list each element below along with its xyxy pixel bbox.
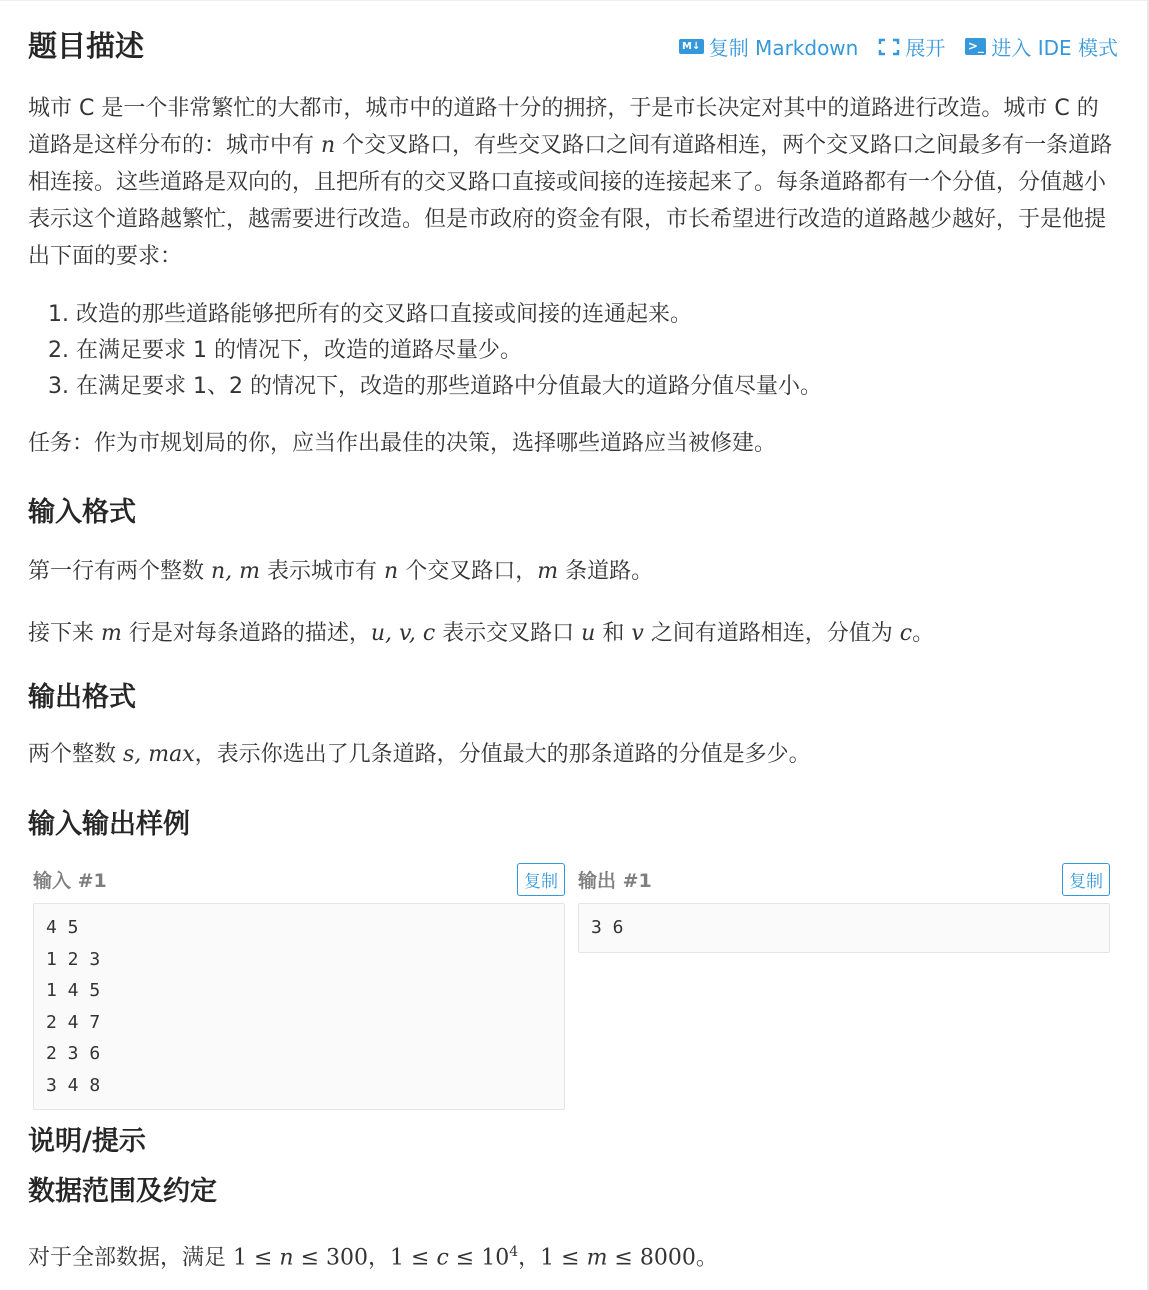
input-format-line1: 第一行有两个整数 n, m 表示城市有 n 个交叉路口，m 条道路。: [28, 559, 654, 584]
terminal-icon: >_: [965, 38, 986, 55]
list-item: 2. 在满足要求 1 的情况下，改造的道路尽量少。: [76, 333, 1118, 369]
sample-output: [578, 861, 1110, 1110]
ide-mode-label: 进入 IDE 模式: [991, 36, 1118, 60]
samples-heading: 输入输出样例: [28, 809, 190, 840]
input-format-heading: 输入格式: [28, 497, 136, 528]
copy-markdown-label: 复制 Markdown: [708, 36, 859, 60]
sample-output-code: 3 6: [578, 903, 1110, 953]
expand-label: 展开: [905, 36, 946, 60]
expand-button[interactable]: [878, 32, 945, 61]
description-heading: 题目描述: [28, 29, 145, 63]
copy-markdown-button[interactable]: [679, 32, 859, 61]
task-paragraph: 任务：作为市规划局的你，应当作出最佳的决策，选择哪些道路应当被修建。: [28, 431, 777, 456]
markdown-icon: M↓: [679, 39, 704, 54]
list-item: 1. 改造的那些道路能够把所有的交叉路口直接或间接的连通起来。: [76, 297, 1118, 333]
list-item: 3. 在满足要求 1、2 的情况下，改造的那些道路中分值最大的道路分值尽量小。: [76, 369, 1118, 405]
requirements-list: [28, 297, 1118, 405]
hint-heading: 说明/提示: [28, 1126, 146, 1157]
constraints-line: 对于全部数据，满足 1 ≤ n ≤ 300，$1 \le c \le 10^4$，1 ≤ m ≤ 8000。: [28, 1244, 718, 1271]
description-paragraph: 城市 C 是一个非常繁忙的大都市，城市中的道路十分的拥挤，于是市长决定对其中的道路进行改造。城市 C 的道路是这样分布的：城市中有 n 个交叉路口，有些交叉路口之间有道路相连，两个交叉路口之间最多有一条道路相连接。这些道路是双向的，且把所有的交叉路口直接或间接的连接起来了。每条道路都有一个分值，分值越小表示这个道路越繁忙，越需要进行改造。但是市政府的资金有限，市长希望进行改造的道路越少越好，于是他提出下面的要求：: [28, 96, 1113, 269]
sample-input-code: 4 5 1 2 3 1 4 5 2 4 7 2 3 6 3 4 8: [33, 903, 565, 1110]
sample-input: [33, 861, 565, 1110]
data-range-heading: 数据范围及约定: [28, 1176, 217, 1207]
problem-content: [28, 20, 1118, 1276]
ide-mode-button[interactable]: [965, 32, 1118, 61]
toolbar: [679, 32, 1118, 61]
output-format-heading: 输出格式: [28, 682, 136, 713]
sample-input-header: [33, 861, 565, 897]
samples-block: [33, 861, 1118, 1110]
sample-output-header: [578, 861, 1110, 897]
sample-output-label: 输出 #1: [578, 869, 652, 892]
copy-input-button[interactable]: 复制: [517, 863, 565, 896]
header-row: [28, 20, 1118, 72]
sample-input-label: 输入 #1: [33, 869, 107, 892]
page-top-border: [0, 0, 1149, 1]
copy-output-button[interactable]: 复制: [1062, 863, 1110, 896]
output-format-line: 两个整数 s, max，表示你选出了几条道路，分值最大的那条道路的分值是多少。: [28, 742, 811, 767]
expand-icon: [878, 38, 900, 56]
input-format-line2: 接下来 m 行是对每条道路的描述，u, v, c 表示交叉路口 u 和 v 之间有道路相连，分值为 c。: [28, 621, 935, 646]
